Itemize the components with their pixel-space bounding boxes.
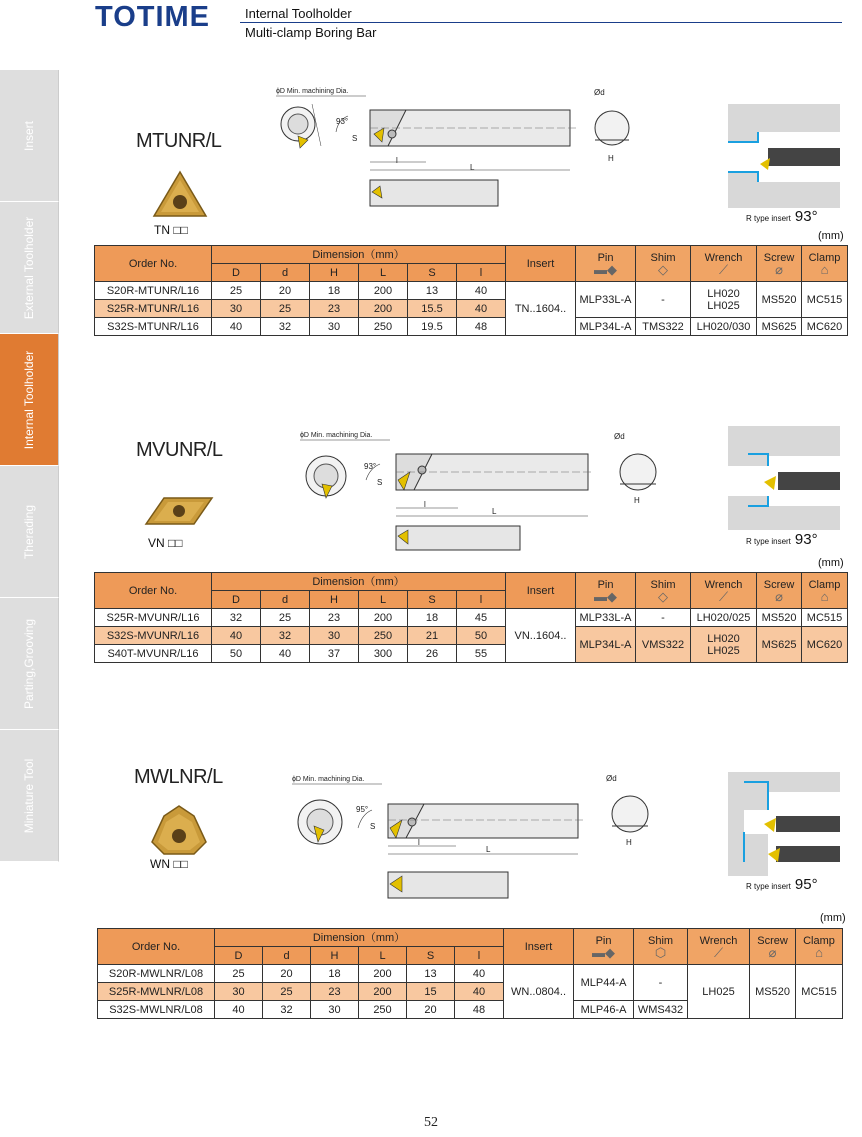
wrench-header — [688, 929, 750, 965]
boring-bar-drawing-icon — [300, 440, 600, 550]
pin-cell: MLP33L-A — [576, 282, 636, 318]
sidebar-tab-internal-toolholder[interactable] — [0, 334, 59, 466]
pin-header-label: Pin — [595, 934, 612, 947]
dim-cell: 48 — [455, 1001, 504, 1019]
sidebar-tab-parting-grooving[interactable] — [0, 598, 59, 730]
r-type-text: R type insert — [746, 537, 791, 546]
insert-trigon-icon — [150, 804, 208, 856]
pin-header — [576, 246, 636, 282]
clamp-cell: MC515 — [802, 609, 848, 627]
dim-cell: 40 — [457, 282, 506, 300]
dim-cell: 250 — [359, 318, 408, 336]
angle-label: 95° — [356, 805, 369, 814]
sidebar-tab-label: Parting,Grooving — [22, 618, 36, 709]
table-row — [95, 318, 848, 336]
dim-cell: 300 — [359, 645, 408, 663]
order-cell: S32S-MVUNR/L16 — [95, 627, 212, 645]
order-header: Order No. — [95, 573, 212, 609]
pin-header-label: Pin — [597, 251, 614, 264]
dim-l-header: l — [457, 591, 506, 609]
dim-cell: 40 — [212, 318, 261, 336]
wrench-cell: LH020/025 — [691, 609, 757, 627]
screw-cell: MS625 — [757, 318, 802, 336]
dim-l-header: l — [455, 947, 504, 965]
dim-cell: 25 — [215, 965, 263, 983]
dim-cell: 32 — [261, 318, 310, 336]
pin-header — [574, 929, 634, 965]
dim-cell: 13 — [407, 965, 455, 983]
dim-S-header: S — [407, 947, 455, 965]
clamp-cell: MC620 — [802, 627, 848, 663]
insert-header: Insert — [506, 573, 576, 609]
shim-cell: VMS322 — [636, 627, 691, 663]
screw-header-label: Screw — [757, 934, 788, 947]
shim-icon: ⬡ — [654, 944, 667, 960]
min-dia-label: ϕD Min. machining Dia. — [276, 88, 349, 95]
clamp-cell: MC620 — [802, 318, 848, 336]
clamp-header — [802, 573, 848, 609]
dim-H-header: H — [311, 947, 359, 965]
insert-code: VN □□ — [148, 536, 183, 550]
shim-cell: WMS432 — [634, 1001, 688, 1019]
order-cell: S25R-MWLNR/L08 — [98, 983, 215, 1001]
pin-cell: MLP46-A — [574, 1001, 634, 1019]
dim-cell: 30 — [311, 1001, 359, 1019]
sidebar-tab-external-toolholder[interactable] — [0, 202, 59, 334]
boring-bar-drawing-icon — [292, 784, 592, 900]
screw-icon: ⌀ — [768, 944, 777, 960]
r-type-label — [746, 531, 818, 548]
pin-header — [576, 573, 636, 609]
dim-cell: 18 — [311, 965, 359, 983]
r-type-text: R type insert — [746, 214, 791, 223]
order-cell: S20R-MTUNR/L16 — [95, 282, 212, 300]
dim-cell: 21 — [408, 627, 457, 645]
model-title: MWLNR/L — [134, 766, 223, 788]
sidebar-tab-miniature-tool[interactable] — [0, 730, 59, 862]
dim-cell: 200 — [359, 965, 407, 983]
dim-d-header: d — [261, 264, 310, 282]
shim-icon: ◇ — [658, 261, 669, 277]
dim-cell: 50 — [212, 645, 261, 663]
wrench-icon: ⟋ — [718, 588, 729, 604]
od-label: Ød — [614, 432, 625, 441]
header-divider — [240, 22, 842, 23]
sidebar-tab-label: External Toolholder — [22, 216, 36, 319]
spec-table — [94, 245, 848, 336]
shim-header — [634, 929, 688, 965]
boring-bar-drawing-icon — [276, 96, 596, 206]
dim-cell: 40 — [212, 627, 261, 645]
shim-header — [636, 246, 691, 282]
sidebar-tab-label: Therading — [22, 504, 36, 559]
clamp-header — [802, 246, 848, 282]
dim-h-label: H — [608, 154, 614, 163]
pin-cell: MLP44-A — [574, 965, 634, 1001]
dim-cell: 18 — [408, 609, 457, 627]
dim-cell: 48 — [457, 318, 506, 336]
dim-cell: 25 — [263, 983, 311, 1001]
dim-l-label: l — [424, 500, 426, 509]
screw-cell: MS520 — [757, 282, 802, 318]
r-type-angle: 93° — [794, 531, 818, 548]
pin-cell: MLP33L-A — [576, 609, 636, 627]
pin-icon: ▬◆ — [594, 588, 618, 604]
wrench-cell: LH020 LH025 — [691, 282, 757, 318]
insert-header: Insert — [506, 246, 576, 282]
shim-header-label: Shim — [650, 251, 676, 264]
insert-triangle-icon — [152, 170, 208, 220]
dim-cell: 50 — [457, 627, 506, 645]
dim-cell: 200 — [359, 609, 408, 627]
shim-header-label: Shim — [650, 578, 676, 591]
dim-L-header: L — [359, 947, 407, 965]
wrench-header-label: Wrench — [699, 934, 738, 947]
dim-cell: 40 — [457, 300, 506, 318]
dim-cell: 200 — [359, 282, 408, 300]
sidebar-tab-label: Internal Toolholder — [22, 350, 36, 449]
dim-cell: 25 — [261, 300, 310, 318]
dim-cell: 15 — [407, 983, 455, 1001]
wrench-header-label: Wrench — [704, 251, 743, 264]
min-dia-label: ϕD Min. machining Dia. — [300, 432, 373, 439]
dim-s-label: S — [352, 134, 358, 143]
shim-cell: - — [636, 282, 691, 318]
unit-label: (mm) — [818, 230, 844, 242]
table-row — [95, 609, 848, 627]
dim-cell: 20 — [407, 1001, 455, 1019]
clamp-header-label: Clamp — [808, 578, 841, 591]
dim-l-label: l — [396, 156, 398, 165]
dim-cell: 20 — [263, 965, 311, 983]
shim-cell: TMS322 — [636, 318, 691, 336]
dim-l-label: l — [418, 838, 420, 847]
wrench-icon: ⟋ — [713, 944, 724, 960]
order-header: Order No. — [98, 929, 215, 965]
dim-cell: 19.5 — [408, 318, 457, 336]
dim-cell: 13 — [408, 282, 457, 300]
shim-icon: ◇ — [658, 588, 669, 604]
clamp-header — [796, 929, 843, 965]
model-title: MVUNR/L — [136, 439, 223, 461]
clamp-cell: MC515 — [796, 965, 843, 1019]
dim-D-header: D — [212, 591, 261, 609]
dim-cell: 250 — [359, 1001, 407, 1019]
dim-H-header: H — [310, 591, 359, 609]
screw-header-label: Screw — [763, 578, 795, 591]
dim-d-header: d — [261, 591, 310, 609]
dim-l-header: l — [457, 264, 506, 282]
table-row — [98, 965, 843, 983]
clamp-cell: MC515 — [802, 282, 848, 318]
dim-h-label: H — [634, 496, 640, 505]
pin-cell: MLP34L-A — [576, 627, 636, 663]
dim-cell: 55 — [457, 645, 506, 663]
dim-cell: 25 — [261, 609, 310, 627]
dim-D-header: D — [212, 264, 261, 282]
min-dia-label: ϕD Min. machining Dia. — [292, 776, 365, 783]
order-cell: S25R-MTUNR/L16 — [95, 300, 212, 318]
dim-h-label: H — [626, 838, 632, 847]
wrench-cell: LH020/030 — [691, 318, 757, 336]
pin-header-label: Pin — [597, 578, 614, 591]
dim-cell: 200 — [359, 983, 407, 1001]
dim-cell: 40 — [455, 983, 504, 1001]
screw-header-label: Screw — [763, 251, 795, 264]
dim-L-label: L — [486, 845, 491, 854]
dim-cell: 40 — [455, 965, 504, 983]
dim-L-label: L — [492, 507, 497, 516]
pin-icon: ▬◆ — [594, 261, 618, 277]
screw-header — [750, 929, 796, 965]
screw-cell: MS625 — [757, 627, 802, 663]
dim-D-header: D — [215, 947, 263, 965]
order-cell: S32S-MWLNR/L08 — [98, 1001, 215, 1019]
shank-section-icon — [618, 446, 662, 506]
table-row — [95, 627, 848, 645]
od-label: Ød — [594, 88, 605, 97]
sidebar-tab-insert[interactable] — [0, 70, 59, 202]
dim-H-header: H — [310, 264, 359, 282]
dimension-header: Dimension（mm） — [212, 246, 506, 264]
screw-header — [757, 246, 802, 282]
dim-cell: 26 — [408, 645, 457, 663]
order-cell: S20R-MWLNR/L08 — [98, 965, 215, 983]
pin-cell: MLP34L-A — [576, 318, 636, 336]
shank-section-icon — [610, 788, 654, 848]
dim-cell: 20 — [261, 282, 310, 300]
application-diagram-icon — [728, 772, 840, 876]
model-title: MTUNR/L — [136, 130, 222, 152]
insert-rhombus-icon — [144, 494, 214, 530]
insert-code: TN □□ — [154, 223, 188, 237]
dim-cell: 23 — [311, 983, 359, 1001]
application-diagram-icon — [728, 104, 840, 208]
dim-d-header: d — [263, 947, 311, 965]
dim-cell: 40 — [215, 1001, 263, 1019]
dim-cell: 30 — [310, 627, 359, 645]
wrench-cell: LH020 LH025 — [691, 627, 757, 663]
shim-header — [636, 573, 691, 609]
dim-cell: 45 — [457, 609, 506, 627]
insert-cell: WN..0804.. — [504, 965, 574, 1019]
clamp-icon: ⌂ — [820, 588, 829, 604]
dim-cell: 23 — [310, 609, 359, 627]
shank-section-icon — [594, 100, 634, 160]
sidebar-tab-label: Miniature Tool — [22, 758, 36, 833]
spec-table — [94, 572, 848, 663]
dimension-header: Dimension（mm） — [212, 573, 506, 591]
dim-L-header: L — [359, 264, 408, 282]
shim-cell: - — [636, 609, 691, 627]
spec-table — [97, 928, 843, 1019]
screw-cell: MS520 — [750, 965, 796, 1019]
page-number: 52 — [424, 1115, 438, 1130]
dim-s-label: S — [370, 822, 376, 831]
insert-code: WN □□ — [150, 857, 188, 871]
dim-S-header: S — [408, 264, 457, 282]
dim-cell: 40 — [261, 645, 310, 663]
insert-cell: TN..1604.. — [506, 282, 576, 336]
wrench-icon: ⟋ — [718, 261, 729, 277]
brand-logo: TOTIME — [95, 1, 211, 33]
dim-cell: 32 — [212, 609, 261, 627]
unit-label: (mm) — [818, 557, 844, 569]
clamp-icon: ⌂ — [815, 944, 823, 960]
table-row — [95, 282, 848, 300]
dim-s-label: S — [377, 478, 383, 487]
dim-cell: 18 — [310, 282, 359, 300]
unit-label: (mm) — [820, 912, 846, 924]
shim-header-label: Shim — [647, 934, 674, 947]
dim-cell: 250 — [359, 627, 408, 645]
dim-cell: 30 — [310, 318, 359, 336]
angle-label: 93° — [336, 117, 349, 126]
dim-cell: 32 — [263, 1001, 311, 1019]
shim-cell: - — [634, 965, 688, 1001]
wrench-header — [691, 246, 757, 282]
application-diagram-icon — [728, 426, 840, 530]
dim-cell: 15.5 — [408, 300, 457, 318]
header-title: Internal Toolholder — [245, 6, 352, 21]
r-type-text: R type insert — [746, 882, 791, 891]
dim-cell: 30 — [212, 300, 261, 318]
wrench-header — [691, 573, 757, 609]
dimension-header: Dimension（mm） — [215, 929, 504, 947]
order-header: Order No. — [95, 246, 212, 282]
clamp-icon: ⌂ — [820, 261, 829, 277]
clamp-header-label: Clamp — [803, 934, 835, 947]
dim-S-header: S — [408, 591, 457, 609]
sidebar-tab-therading[interactable] — [0, 466, 59, 598]
sidebar-tab-label: Insert — [22, 120, 36, 151]
wrench-header-label: Wrench — [704, 578, 743, 591]
dim-cell: 30 — [215, 983, 263, 1001]
screw-cell: MS520 — [757, 609, 802, 627]
dim-L-label: L — [470, 163, 475, 172]
od-label: Ød — [606, 774, 617, 783]
wrench-cell: LH025 — [688, 965, 750, 1019]
clamp-header-label: Clamp — [808, 251, 841, 264]
order-cell: S40T-MVUNR/L16 — [95, 645, 212, 663]
pin-icon: ▬◆ — [592, 944, 616, 960]
dim-cell: 32 — [261, 627, 310, 645]
r-type-label — [746, 876, 818, 893]
dim-cell: 25 — [212, 282, 261, 300]
insert-cell: VN..1604.. — [506, 609, 576, 663]
screw-icon: ⌀ — [775, 588, 783, 604]
r-type-label — [746, 208, 818, 225]
dim-L-header: L — [359, 591, 408, 609]
screw-icon: ⌀ — [775, 261, 783, 277]
order-cell: S32S-MTUNR/L16 — [95, 318, 212, 336]
r-type-angle: 93° — [794, 208, 818, 225]
screw-header — [757, 573, 802, 609]
dim-cell: 23 — [310, 300, 359, 318]
order-cell: S25R-MVUNR/L16 — [95, 609, 212, 627]
dim-cell: 200 — [359, 300, 408, 318]
angle-label: 93° — [364, 462, 377, 471]
r-type-angle: 95° — [794, 876, 818, 893]
header-subtitle: Multi-clamp Boring Bar — [245, 25, 377, 40]
dim-cell: 37 — [310, 645, 359, 663]
insert-header: Insert — [504, 929, 574, 965]
